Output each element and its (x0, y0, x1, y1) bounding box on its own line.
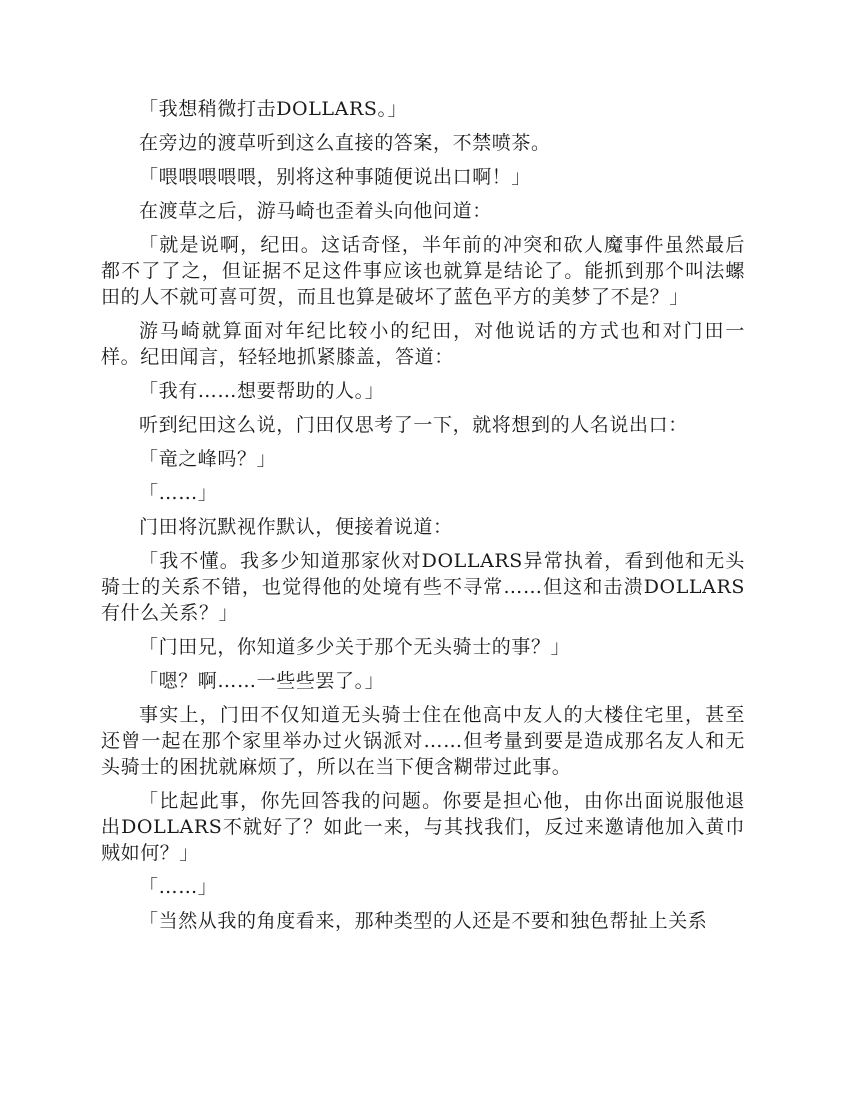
paragraph-11: 门田将沉默视作默认，便接着说道： (139, 516, 453, 538)
paragraph-14: 「嗯？啊……一些些罢了。」 (139, 670, 385, 692)
paragraph-01: 「我想稍微打击DOLLARS。」 (139, 98, 408, 120)
paragraph-08: 听到纪田这么说，门田仅思考了一下，就将想到的人名说出口： (139, 414, 688, 436)
paragraph-07: 「我有……想要帮助的人。」 (139, 380, 385, 402)
paragraph-16: 「比起此事，你先回答我的问题。你要是担心他，由你出面说服他退出DOLLARS不就好了？如此一来，与其找我们，反过来邀请他加入黄巾贼如何？」 (101, 790, 745, 864)
paragraph-06: 游马崎就算面对年纪比较小的纪田，对他说话的方式也和对门田一样。纪田闻言，轻轻地抓紧膝盖，答道： (101, 320, 745, 368)
paragraph-04: 在渡草之后，游马崎也歪着头向他问道： (139, 200, 492, 222)
paragraph-18: 「当然从我的角度看来，那种类型的人还是不要和独色帮扯上关系 (139, 910, 708, 932)
novel-text-body (101, 96, 745, 942)
paragraph-17: 「……」 (139, 876, 218, 898)
paragraph-12: 「我不懂。我多少知道那家伙对DOLLARS异常执着，看到他和无头骑士的关系不错，也觉得他的处境有些不寻常……但这和击溃DOLLARS有什么关系？」 (101, 550, 745, 624)
paragraph-05: 「就是说啊，纪田。这话奇怪，半年前的冲突和砍人魔事件虽然最后都不了了之，但证据不足这件事应该也就算是结论了。能抓到那个叫法螺田的人不就可喜可贺，而且也算是破坏了蓝色平方的美梦了不是？」 (101, 234, 745, 308)
paragraph-09: 「竜之峰吗？」 (139, 448, 277, 470)
paragraph-10: 「……」 (139, 482, 218, 504)
paragraph-15: 事实上，门田不仅知道无头骑士住在他高中友人的大楼住宅里，甚至还曾一起在那个家里举办过火锅派对……但考量到要是造成那名友人和无头骑士的困扰就麻烦了，所以在当下便含糊带过此事。 (101, 704, 745, 778)
paragraph-03: 「喂喂喂喂喂，别将这种事随便说出口啊！」 (139, 166, 532, 188)
paragraph-13: 「门田兄，你知道多少关于那个无头骑士的事？」 (139, 636, 571, 658)
paragraph-02: 在旁边的渡草听到这么直接的答案，不禁喷茶。 (139, 132, 551, 154)
